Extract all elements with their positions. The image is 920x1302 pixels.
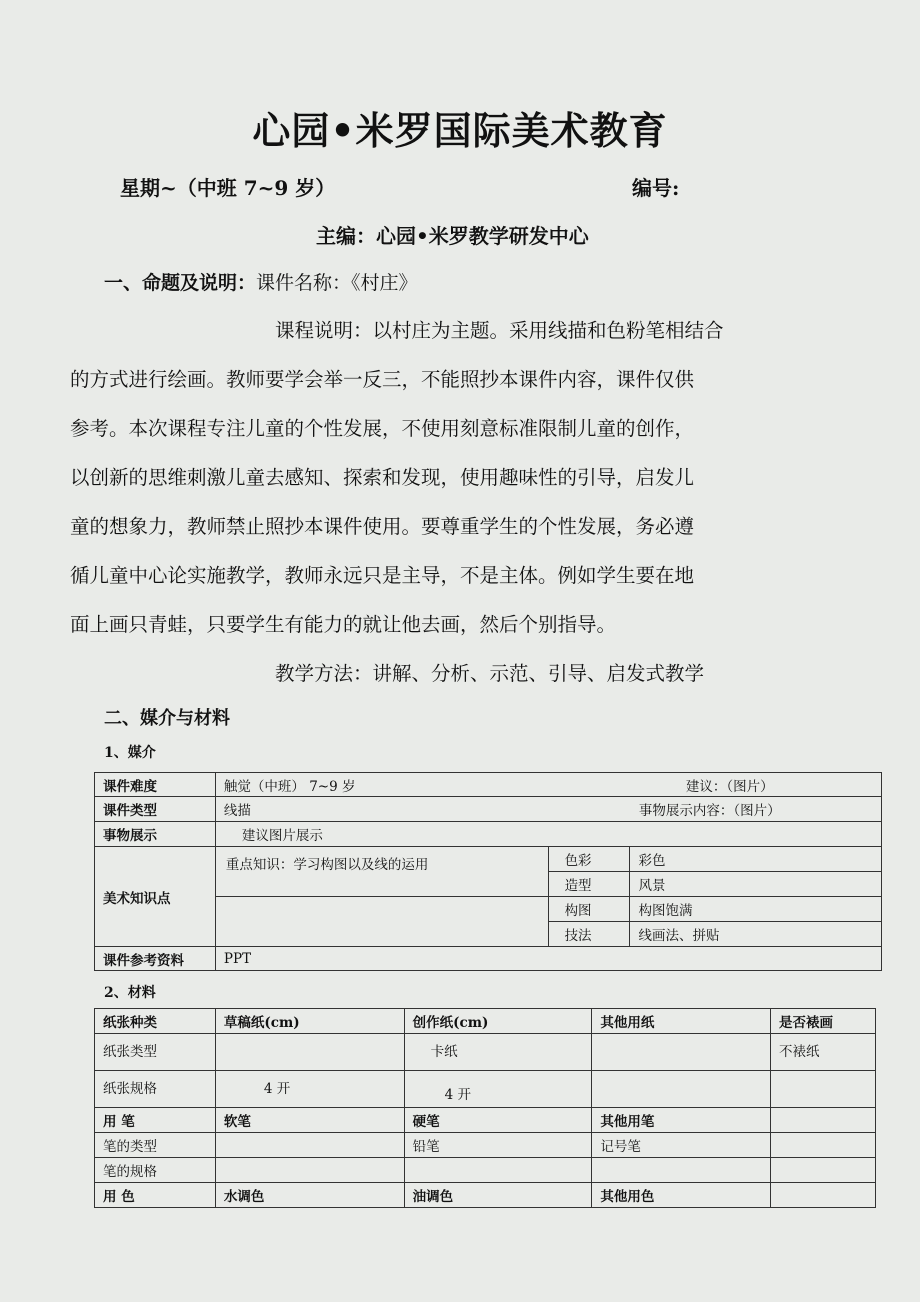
- paper-header-cell: 草稿纸(cm): [215, 1009, 404, 1034]
- pen-size-cell: [592, 1158, 771, 1183]
- attr-value: 线画法、拼贴: [630, 922, 882, 947]
- pen-type-cell: [771, 1133, 876, 1158]
- table-row: [95, 822, 882, 847]
- attr-value: 构图饱满: [630, 897, 882, 922]
- paper-header-cell: 创作纸(cm): [404, 1009, 592, 1034]
- ref-value: PPT: [215, 947, 881, 971]
- knowledge-empty-cell: [215, 897, 548, 947]
- paper-header-cell: 纸张种类: [95, 1009, 216, 1034]
- table-row: [95, 1133, 876, 1158]
- attr-name: 色彩: [548, 847, 630, 872]
- attr-value: 彩色: [630, 847, 882, 872]
- color-header-cell: 水调色: [215, 1183, 404, 1208]
- table-row: [95, 1034, 876, 1071]
- section1-heading-row: [104, 268, 418, 295]
- color-header-cell: [771, 1183, 876, 1208]
- attr-name: 技法: [548, 922, 630, 947]
- attr-name: 构图: [548, 897, 630, 922]
- description-line: 参考。本次课程专注儿童的个性发展，不使用刻意标准限制儿童的创作，: [70, 417, 695, 440]
- display-label: 事物展示: [95, 822, 216, 847]
- paper-type-cell: 卡纸: [404, 1034, 592, 1071]
- pen-header-cell: [771, 1108, 876, 1133]
- table-row: [95, 1108, 876, 1133]
- type-label: 课件类型: [95, 797, 216, 822]
- attr-name: 造型: [548, 872, 630, 897]
- pen-type-cell: [215, 1133, 404, 1158]
- color-header-cell: 油调色: [404, 1183, 592, 1208]
- color-header-cell: 用 色: [95, 1183, 216, 1208]
- table-row: [95, 1009, 876, 1034]
- type-cell: [215, 797, 881, 822]
- difficulty-suggest: 建议：（图片）: [685, 778, 774, 795]
- table-row: [95, 847, 882, 872]
- paper-type-cell: 纸张类型: [95, 1034, 216, 1071]
- type-display: 事物展示内容：（图片）: [638, 803, 781, 819]
- difficulty-label: 课件难度: [95, 773, 216, 797]
- description-line: 面上画只青蛙，只要学生有能力的就让他去画，然后个别指导。: [70, 613, 617, 636]
- paper-size-cell: 4 开: [215, 1071, 404, 1108]
- section2-heading: 二、媒介与材料: [104, 708, 230, 729]
- pen-type-cell: 笔的类型: [95, 1133, 216, 1158]
- paper-size-cell: 4 开: [404, 1071, 592, 1108]
- difficulty-value: 触觉（中班） 7~9 岁: [223, 778, 356, 795]
- section1-heading: 一、命题及说明：: [104, 272, 257, 294]
- color-header-cell: 其他用色: [592, 1183, 771, 1208]
- pen-type-cell: 铅笔: [404, 1133, 592, 1158]
- paper-size-cell: 纸张规格: [95, 1071, 216, 1108]
- materials-table: [94, 1008, 876, 1208]
- description-line: 课程说明：以村庄为主题。采用线描和色粉笔相结合: [275, 319, 724, 342]
- pen-type-cell: 记号笔: [592, 1133, 771, 1158]
- paper-size-cell: [592, 1071, 771, 1108]
- table-row: [95, 1158, 876, 1183]
- knowledge-label: 美术知识点: [95, 847, 216, 947]
- pen-size-cell: [771, 1158, 876, 1183]
- course-name: 课件名称：《村庄》: [256, 272, 418, 294]
- course-description: [70, 306, 790, 698]
- description-line: 童的想象力，教师禁止照抄本课件使用。要尊重学生的个性发展，务必遵: [70, 515, 695, 538]
- description-line: 循儿童中心论实施教学，教师永远只是主导，不是主体。例如学生要在地: [70, 564, 695, 587]
- pen-header-cell: 用 笔: [95, 1108, 216, 1133]
- pen-header-cell: 其他用笔: [592, 1108, 771, 1133]
- weekday-class: 星期~（中班 7~9 岁）: [120, 176, 336, 200]
- table-row: [95, 773, 882, 797]
- teaching-method: 教学方法：讲解、分析、示范、引导、启发式教学: [275, 662, 705, 685]
- paper-type-cell: [215, 1034, 404, 1071]
- materials-heading: 2、材料: [104, 985, 156, 1001]
- editor-line: 主编：心园•米罗教学研发中心: [316, 224, 589, 248]
- paper-header-cell: 其他用纸: [592, 1009, 771, 1034]
- paper-header-cell: 是否裱画: [771, 1009, 876, 1034]
- paper-type-cell: 不裱纸: [771, 1034, 876, 1071]
- table-row: [95, 1071, 876, 1108]
- difficulty-cell: [215, 773, 881, 797]
- number-label: 编号:: [632, 176, 680, 200]
- description-line: 以创新的思维刺激儿童去感知、探索和发现，使用趣味性的引导，启发儿: [70, 466, 695, 489]
- paper-size-cell: [771, 1071, 876, 1108]
- type-value: 线描: [223, 803, 251, 819]
- table-row: [95, 1183, 876, 1208]
- pen-size-cell: [404, 1158, 592, 1183]
- page-title: 心园•米罗国际美术教育: [252, 109, 668, 153]
- attr-value: 风景: [630, 872, 882, 897]
- knowledge-key: 重点知识：学习构图以及线的运用: [215, 847, 548, 897]
- description-line: 的方式进行绘画。教师要学会举一反三，不能照抄本课件内容，课件仅供: [70, 368, 695, 391]
- media-table: [94, 772, 882, 971]
- media-heading: 1、媒介: [104, 745, 156, 761]
- table-row: [95, 797, 882, 822]
- pen-header-cell: 硬笔: [404, 1108, 592, 1133]
- table-row: [95, 947, 882, 971]
- pen-size-cell: [215, 1158, 404, 1183]
- paper-type-cell: [592, 1034, 771, 1071]
- pen-size-cell: 笔的规格: [95, 1158, 216, 1183]
- ref-label: 课件参考资料: [95, 947, 216, 971]
- pen-header-cell: 软笔: [215, 1108, 404, 1133]
- display-value: 建议图片展示: [215, 822, 881, 847]
